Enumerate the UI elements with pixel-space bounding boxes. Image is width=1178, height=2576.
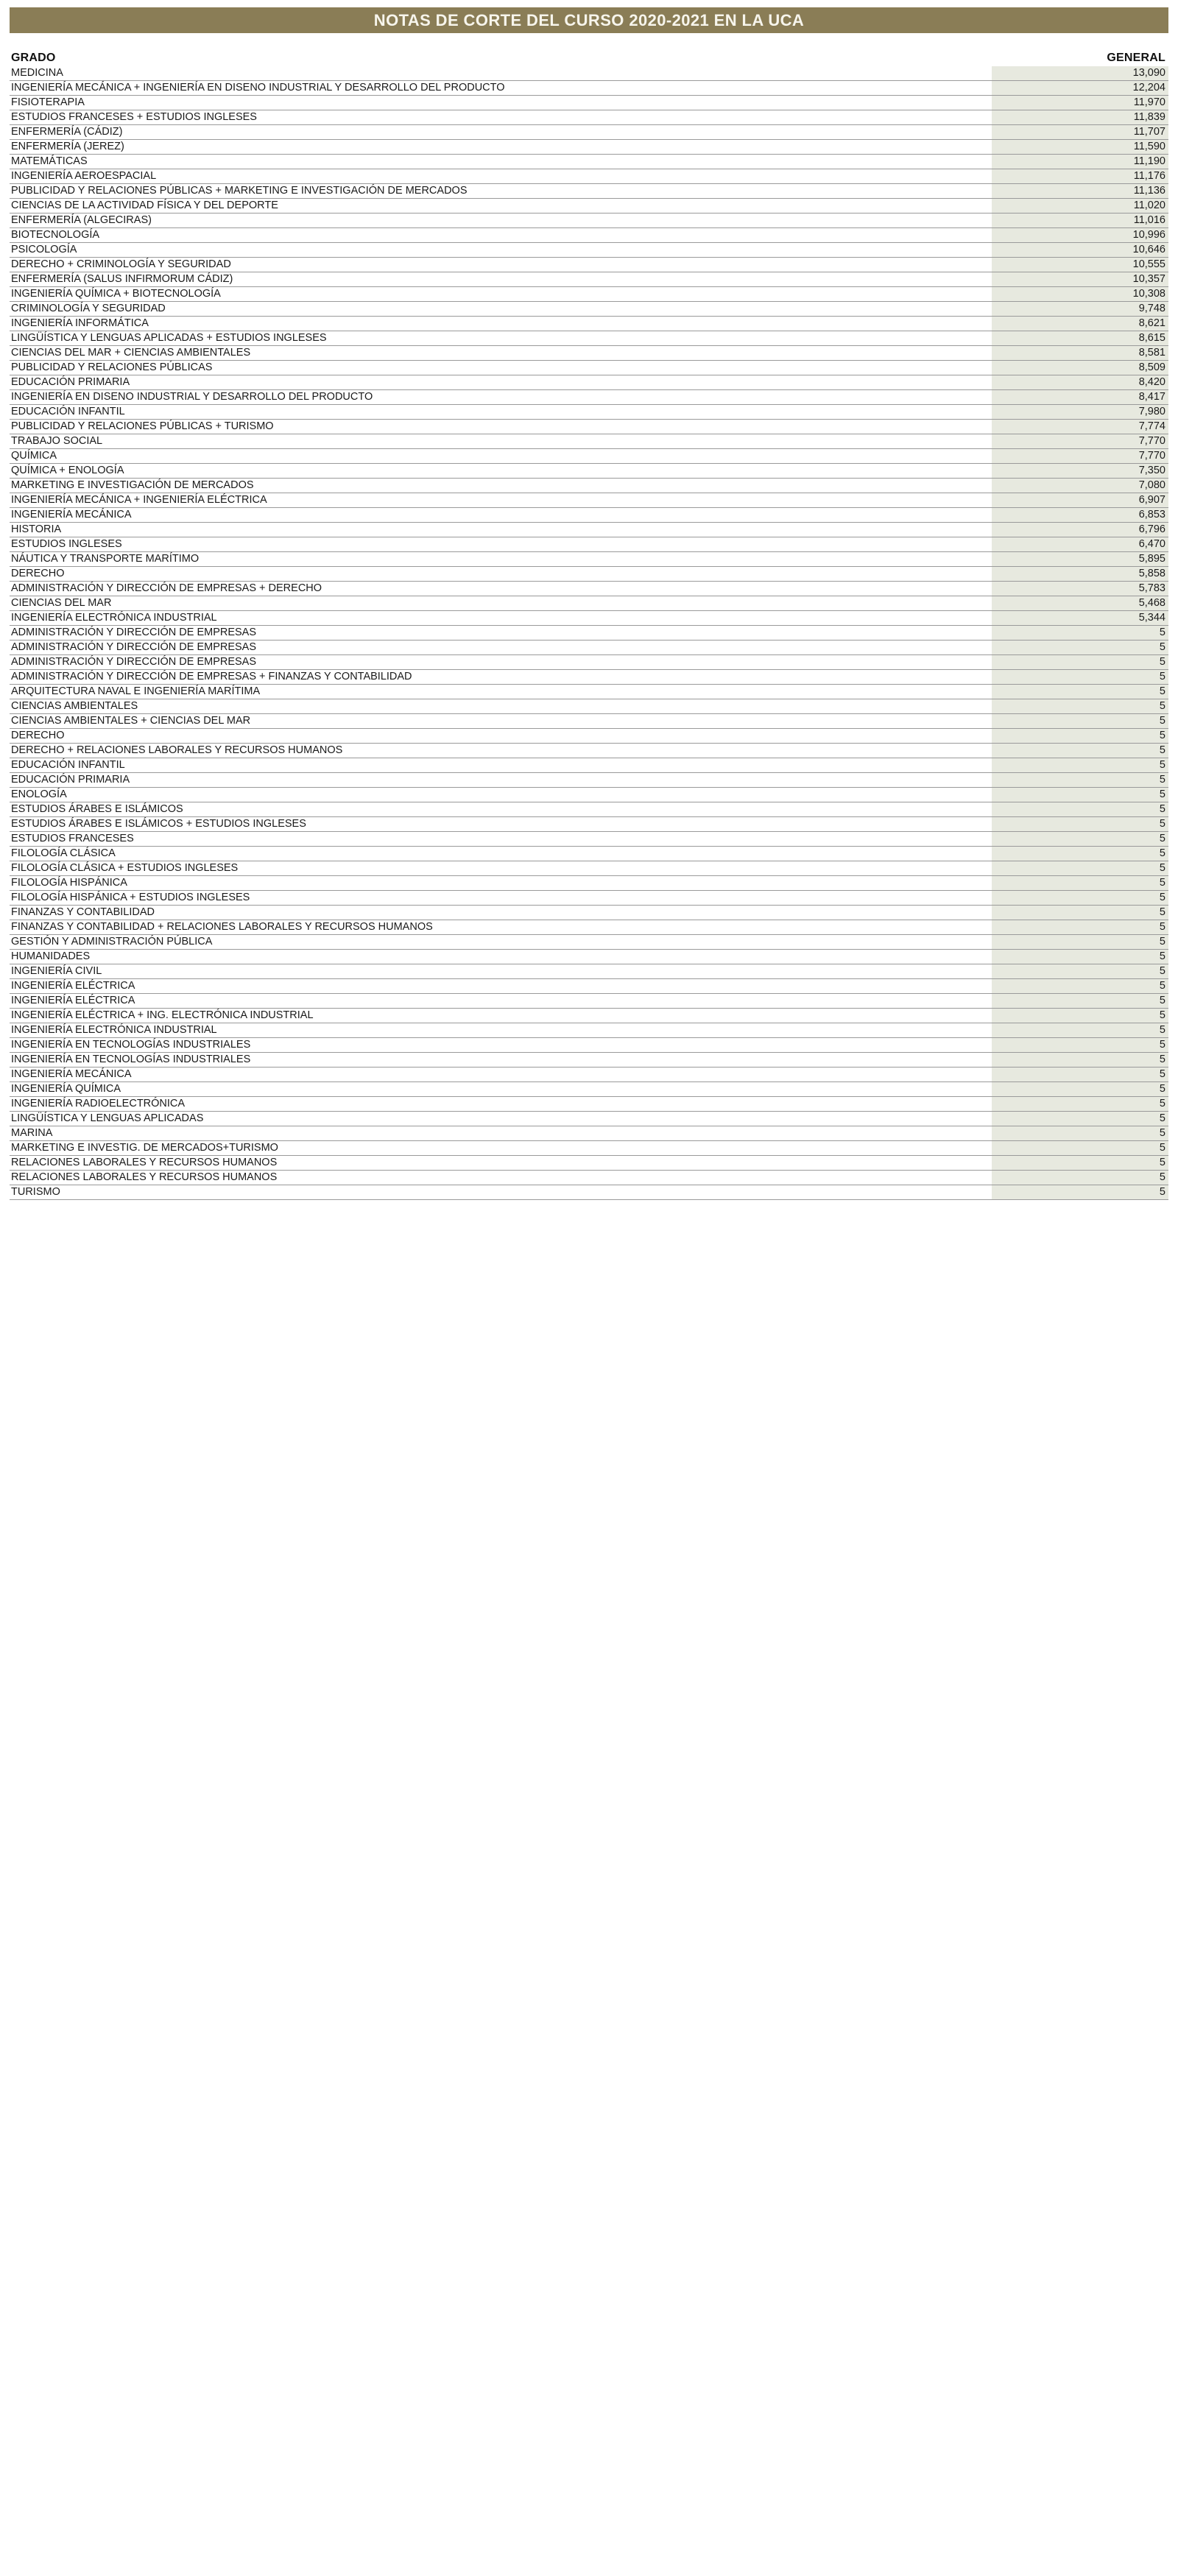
cell-general: 5 bbox=[1159, 1142, 1165, 1154]
cell-general: 5 bbox=[1159, 1186, 1165, 1198]
cell-general: 5 bbox=[1159, 627, 1165, 638]
cell-general: 5 bbox=[1159, 995, 1165, 1006]
table-row bbox=[10, 81, 1168, 96]
cell-general: 5 bbox=[1159, 980, 1165, 992]
table-row bbox=[10, 479, 1168, 493]
table-row bbox=[10, 434, 1168, 449]
cell-general: 5,344 bbox=[1138, 612, 1165, 624]
table-row bbox=[10, 655, 1168, 670]
cell-general: 10,646 bbox=[1132, 244, 1165, 255]
cell-grado: MARINA bbox=[11, 1127, 53, 1139]
cell-general: 5 bbox=[1159, 1171, 1165, 1183]
cell-grado: TRABAJO SOCIAL bbox=[11, 435, 103, 447]
cell-general: 8,509 bbox=[1138, 361, 1165, 373]
cell-general: 5 bbox=[1159, 877, 1165, 889]
table-row bbox=[10, 685, 1168, 699]
table-row bbox=[10, 199, 1168, 214]
cell-general: 5 bbox=[1159, 1083, 1165, 1095]
cell-grado: INGENIERÍA EN TECNOLOGÍAS INDUSTRIALES bbox=[11, 1039, 251, 1051]
cell-grado: FILOLOGÍA CLÁSICA bbox=[11, 847, 116, 859]
table-row bbox=[10, 596, 1168, 611]
cell-grado: ARQUITECTURA NAVAL E INGENIERÍA MARÍTIMA bbox=[11, 685, 261, 697]
cell-general: 5 bbox=[1159, 1112, 1165, 1124]
cell-general: 5 bbox=[1159, 1009, 1165, 1021]
table-row bbox=[10, 508, 1168, 523]
table-row bbox=[10, 523, 1168, 537]
cell-general: 11,016 bbox=[1133, 214, 1165, 226]
cell-general: 5 bbox=[1159, 1157, 1165, 1168]
cell-grado: MARKETING E INVESTIG. DE MERCADOS+TURISMO bbox=[11, 1142, 278, 1154]
cell-grado: RELACIONES LABORALES Y RECURSOS HUMANOS bbox=[11, 1157, 278, 1168]
cell-grado: INGENIERÍA ELÉCTRICA + ING. ELECTRÓNICA INDUSTRIAL bbox=[11, 1009, 314, 1021]
cell-grado: ESTUDIOS ÁRABES E ISLÁMICOS bbox=[11, 803, 183, 815]
table-row bbox=[10, 228, 1168, 243]
page-title: NOTAS DE CORTE DEL CURSO 2020-2021 EN LA UCA bbox=[373, 10, 805, 29]
table-row bbox=[10, 1038, 1168, 1053]
table-row bbox=[10, 214, 1168, 228]
table-row bbox=[10, 1082, 1168, 1097]
table-row bbox=[10, 817, 1168, 832]
cell-general: 11,590 bbox=[1133, 141, 1165, 152]
cell-grado: ADMINISTRACIÓN Y DIRECCIÓN DE EMPRESAS + DERECHO bbox=[11, 582, 322, 594]
cell-general: 5,783 bbox=[1138, 582, 1165, 594]
cell-grado: INGENIERÍA RADIOELECTRÓNICA bbox=[11, 1098, 186, 1109]
cell-general: 8,417 bbox=[1138, 391, 1165, 403]
cell-grado: INGENIERÍA ELECTRÓNICA INDUSTRIAL bbox=[11, 612, 217, 624]
table-row bbox=[10, 611, 1168, 626]
table-row bbox=[10, 876, 1168, 891]
table-row bbox=[10, 390, 1168, 405]
cell-general: 5 bbox=[1159, 803, 1165, 815]
cell-grado: CRIMINOLOGÍA Y SEGURIDAD bbox=[11, 303, 166, 314]
cell-grado: QUÍMICA + ENOLOGÍA bbox=[11, 465, 124, 476]
cell-general: 12,204 bbox=[1132, 82, 1165, 93]
cell-general: 5 bbox=[1159, 656, 1165, 668]
table-row bbox=[10, 184, 1168, 199]
cell-grado: INGENIERÍA QUÍMICA bbox=[11, 1083, 121, 1095]
cell-grado: INGENIERÍA MECÁNICA + INGENIERÍA ELÉCTRICA bbox=[11, 494, 267, 506]
cell-general: 10,357 bbox=[1132, 273, 1165, 285]
cell-grado: MATEMÁTICAS bbox=[11, 155, 88, 167]
cell-general: 10,555 bbox=[1132, 258, 1165, 270]
table-row bbox=[10, 155, 1168, 169]
cell-general: 5 bbox=[1159, 818, 1165, 830]
table-row bbox=[10, 670, 1168, 685]
cell-grado: EDUCACIÓN PRIMARIA bbox=[11, 376, 130, 388]
cell-general: 5 bbox=[1159, 847, 1165, 859]
cell-grado: ENOLOGÍA bbox=[11, 788, 67, 800]
cell-grado: BIOTECNOLOGÍA bbox=[11, 229, 100, 241]
cell-general: 11,839 bbox=[1133, 111, 1165, 123]
table-row bbox=[10, 832, 1168, 847]
cell-grado: ENFERMERÍA (CÁDIZ) bbox=[11, 126, 123, 138]
cell-general: 8,621 bbox=[1138, 317, 1165, 329]
cell-general: 6,907 bbox=[1138, 494, 1165, 506]
table-row bbox=[10, 552, 1168, 567]
cell-grado: LINGÜÍSTICA Y LENGUAS APLICADAS + ESTUDIOS INGLESES bbox=[11, 332, 327, 344]
cell-grado: PUBLICIDAD Y RELACIONES PÚBLICAS + MARKETING E INVESTIGACIÓN DE MERCADOS bbox=[11, 185, 468, 197]
cell-grado: DERECHO + RELACIONES LABORALES Y RECURSOS HUMANOS bbox=[11, 744, 343, 756]
cell-general: 7,774 bbox=[1138, 420, 1165, 432]
cell-general: 5 bbox=[1159, 1054, 1165, 1065]
cell-grado: INGENIERÍA QUÍMICA + BIOTECNOLOGÍA bbox=[11, 288, 221, 300]
cell-grado: EDUCACIÓN INFANTIL bbox=[11, 406, 125, 417]
cell-general: 11,176 bbox=[1133, 170, 1165, 182]
cell-grado: MEDICINA bbox=[11, 67, 63, 79]
cell-general: 5 bbox=[1159, 1068, 1165, 1080]
table-row bbox=[10, 361, 1168, 375]
table-row bbox=[10, 758, 1168, 773]
cell-general: 7,770 bbox=[1138, 450, 1165, 462]
cell-general: 9,748 bbox=[1138, 303, 1165, 314]
cell-general: 11,707 bbox=[1133, 126, 1165, 138]
table-row bbox=[10, 375, 1168, 390]
table-row bbox=[10, 906, 1168, 920]
table-row bbox=[10, 272, 1168, 287]
cell-grado: FILOLOGÍA HISPÁNICA bbox=[11, 877, 127, 889]
cell-general: 6,853 bbox=[1138, 509, 1165, 521]
cell-grado: ENFERMERÍA (JEREZ) bbox=[11, 141, 124, 152]
cell-grado: ENFERMERÍA (SALUS INFIRMORUM CÁDIZ) bbox=[11, 273, 233, 285]
table-row bbox=[10, 537, 1168, 552]
table-body bbox=[10, 66, 1168, 1200]
cell-general: 7,350 bbox=[1138, 465, 1165, 476]
cell-grado: ADMINISTRACIÓN Y DIRECCIÓN DE EMPRESAS bbox=[11, 656, 257, 668]
cell-grado: HUMANIDADES bbox=[11, 950, 91, 962]
cell-grado: ADMINISTRACIÓN Y DIRECCIÓN DE EMPRESAS bbox=[11, 627, 257, 638]
cell-general: 5 bbox=[1159, 892, 1165, 903]
table-row bbox=[10, 714, 1168, 729]
cell-grado: ADMINISTRACIÓN Y DIRECCIÓN DE EMPRESAS bbox=[11, 641, 257, 653]
cell-general: 5 bbox=[1159, 685, 1165, 697]
cell-general: 5 bbox=[1159, 759, 1165, 771]
cell-grado: FILOLOGÍA HISPÁNICA + ESTUDIOS INGLESES bbox=[11, 892, 250, 903]
cell-grado: INGENIERÍA ELÉCTRICA bbox=[11, 995, 135, 1006]
table-row bbox=[10, 66, 1168, 81]
cell-general: 5,858 bbox=[1138, 568, 1165, 579]
table-row bbox=[10, 1053, 1168, 1068]
cell-grado: DERECHO bbox=[11, 568, 65, 579]
table-row bbox=[10, 464, 1168, 479]
table-row bbox=[10, 861, 1168, 876]
cell-grado: INGENIERÍA MECÁNICA bbox=[11, 1068, 132, 1080]
table-row bbox=[10, 935, 1168, 950]
table-row bbox=[10, 567, 1168, 582]
table-row bbox=[10, 169, 1168, 184]
table-row bbox=[10, 331, 1168, 346]
column-header-grado: GRADO bbox=[11, 52, 56, 64]
cell-general: 5 bbox=[1159, 744, 1165, 756]
cell-general: 5 bbox=[1159, 965, 1165, 977]
cell-general: 5 bbox=[1159, 641, 1165, 653]
cell-general: 5 bbox=[1159, 950, 1165, 962]
cell-general: 10,308 bbox=[1132, 288, 1165, 300]
cell-grado: ADMINISTRACIÓN Y DIRECCIÓN DE EMPRESAS + FINANZAS Y CONTABILIDAD bbox=[11, 671, 412, 682]
cell-grado: FINANZAS Y CONTABILIDAD + RELACIONES LABORALES Y RECURSOS HUMANOS bbox=[11, 921, 433, 933]
table-row bbox=[10, 449, 1168, 464]
table-row bbox=[10, 493, 1168, 508]
cell-general: 5 bbox=[1159, 730, 1165, 741]
cell-grado: ESTUDIOS INGLESES bbox=[11, 538, 122, 550]
table-row bbox=[10, 1171, 1168, 1185]
table-row bbox=[10, 243, 1168, 258]
cell-general: 5 bbox=[1159, 1098, 1165, 1109]
cell-grado: CIENCIAS AMBIENTALES + CIENCIAS DEL MAR bbox=[11, 715, 251, 727]
table-row bbox=[10, 729, 1168, 744]
cell-general: 11,020 bbox=[1133, 200, 1165, 211]
cell-grado: DERECHO bbox=[11, 730, 65, 741]
table-row bbox=[10, 582, 1168, 596]
cell-grado: CIENCIAS DEL MAR + CIENCIAS AMBIENTALES bbox=[11, 347, 251, 359]
table-row bbox=[10, 287, 1168, 302]
cell-general: 5 bbox=[1159, 1039, 1165, 1051]
cell-grado: PUBLICIDAD Y RELACIONES PÚBLICAS + TURISMO bbox=[11, 420, 274, 432]
cell-grado: PSICOLOGÍA bbox=[11, 244, 77, 255]
table-row bbox=[10, 979, 1168, 994]
cell-general: 5,895 bbox=[1138, 553, 1165, 565]
table-row bbox=[10, 891, 1168, 906]
cell-grado: ESTUDIOS ÁRABES E ISLÁMICOS + ESTUDIOS INGLESES bbox=[11, 818, 306, 830]
cell-grado: MARKETING E INVESTIGACIÓN DE MERCADOS bbox=[11, 479, 254, 491]
table-row bbox=[10, 110, 1168, 125]
cell-grado: INGENIERÍA ELECTRÓNICA INDUSTRIAL bbox=[11, 1024, 217, 1036]
cell-grado: CIENCIAS DEL MAR bbox=[11, 597, 112, 609]
cell-general: 6,796 bbox=[1138, 523, 1165, 535]
column-header-general: GENERAL bbox=[1107, 52, 1165, 64]
cell-grado: EDUCACIÓN PRIMARIA bbox=[11, 774, 130, 786]
cell-general: 8,581 bbox=[1138, 347, 1165, 359]
cell-general: 5 bbox=[1159, 1024, 1165, 1036]
table-row bbox=[10, 994, 1168, 1009]
cell-general: 10,996 bbox=[1132, 229, 1165, 241]
notas-de-corte-table bbox=[10, 46, 1168, 1200]
cell-grado: EDUCACIÓN INFANTIL bbox=[11, 759, 125, 771]
table-row bbox=[10, 1112, 1168, 1126]
cell-general: 5 bbox=[1159, 1127, 1165, 1139]
table-row bbox=[10, 744, 1168, 758]
table-row bbox=[10, 302, 1168, 317]
table-row bbox=[10, 1009, 1168, 1023]
cell-grado: INGENIERÍA ELÉCTRICA bbox=[11, 980, 135, 992]
cell-grado: HISTORIA bbox=[11, 523, 62, 535]
table-row bbox=[10, 950, 1168, 964]
cell-grado: FISIOTERAPIA bbox=[11, 96, 85, 108]
cell-general: 5 bbox=[1159, 788, 1165, 800]
table-row bbox=[10, 1126, 1168, 1141]
cell-grado: DERECHO + CRIMINOLOGÍA Y SEGURIDAD bbox=[11, 258, 231, 270]
cell-general: 5 bbox=[1159, 671, 1165, 682]
table-row bbox=[10, 420, 1168, 434]
cell-grado: PUBLICIDAD Y RELACIONES PÚBLICAS bbox=[11, 361, 213, 373]
cell-general: 5 bbox=[1159, 833, 1165, 844]
cell-general: 5 bbox=[1159, 862, 1165, 874]
table-row bbox=[10, 920, 1168, 935]
cell-general: 13,090 bbox=[1132, 67, 1165, 79]
table-row bbox=[10, 1097, 1168, 1112]
cell-grado: ESTUDIOS FRANCESES bbox=[11, 833, 134, 844]
table-row bbox=[10, 1141, 1168, 1156]
cell-grado: QUÍMICA bbox=[11, 450, 57, 462]
cell-general: 5 bbox=[1159, 715, 1165, 727]
table-row bbox=[10, 699, 1168, 714]
cell-grado: FILOLOGÍA CLÁSICA + ESTUDIOS INGLESES bbox=[11, 862, 239, 874]
table-row bbox=[10, 847, 1168, 861]
cell-grado: TURISMO bbox=[11, 1186, 60, 1198]
cell-grado: ENFERMERÍA (ALGECIRAS) bbox=[11, 214, 152, 226]
table-row bbox=[10, 317, 1168, 331]
cell-general: 6,470 bbox=[1138, 538, 1165, 550]
cell-grado: INGENIERÍA AEROESPACIAL bbox=[11, 170, 157, 182]
cell-grado: GESTIÓN Y ADMINISTRACIÓN PÚBLICA bbox=[11, 936, 213, 948]
cell-general: 7,080 bbox=[1138, 479, 1165, 491]
table-row bbox=[10, 125, 1168, 140]
cell-general: 5 bbox=[1159, 906, 1165, 918]
table-row bbox=[10, 258, 1168, 272]
cell-grado: INGENIERÍA INFORMÁTICA bbox=[11, 317, 149, 329]
cell-general: 5 bbox=[1159, 936, 1165, 948]
table-row bbox=[10, 1068, 1168, 1082]
cell-grado: ESTUDIOS FRANCESES + ESTUDIOS INGLESES bbox=[11, 111, 257, 123]
cell-general: 8,420 bbox=[1138, 376, 1165, 388]
cell-grado: INGENIERÍA EN DISENO INDUSTRIAL Y DESARROLLO DEL PRODUCTO bbox=[11, 391, 373, 403]
cell-grado: INGENIERÍA MECÁNICA + INGENIERÍA EN DISENO INDUSTRIAL Y DESARROLLO DEL PRODUCTO bbox=[11, 82, 505, 93]
cell-grado: CIENCIAS AMBIENTALES bbox=[11, 700, 138, 712]
cell-grado: CIENCIAS DE LA ACTIVIDAD FÍSICA Y DEL DEPORTE bbox=[11, 200, 278, 211]
cell-grado: INGENIERÍA CIVIL bbox=[11, 965, 102, 977]
cell-grado: INGENIERÍA EN TECNOLOGÍAS INDUSTRIALES bbox=[11, 1054, 251, 1065]
table-row bbox=[10, 1023, 1168, 1038]
cell-grado: NÁUTICA Y TRANSPORTE MARÍTIMO bbox=[11, 553, 200, 565]
cell-general: 5 bbox=[1159, 774, 1165, 786]
title-banner bbox=[10, 7, 1168, 33]
cell-general: 5,468 bbox=[1138, 597, 1165, 609]
table-row bbox=[10, 1185, 1168, 1200]
table-row bbox=[10, 964, 1168, 979]
cell-general: 11,136 bbox=[1133, 185, 1165, 197]
cell-general: 11,970 bbox=[1133, 96, 1165, 108]
cell-general: 5 bbox=[1159, 700, 1165, 712]
table-row bbox=[10, 773, 1168, 788]
table-row bbox=[10, 96, 1168, 110]
table-row bbox=[10, 140, 1168, 155]
cell-grado: RELACIONES LABORALES Y RECURSOS HUMANOS bbox=[11, 1171, 278, 1183]
table-row bbox=[10, 346, 1168, 361]
cell-general: 7,980 bbox=[1138, 406, 1165, 417]
cell-general: 8,615 bbox=[1138, 332, 1165, 344]
table-header-row bbox=[10, 46, 1168, 66]
table-row bbox=[10, 788, 1168, 802]
table-row bbox=[10, 641, 1168, 655]
cell-grado: LINGÜÍSTICA Y LENGUAS APLICADAS bbox=[11, 1112, 204, 1124]
table-row bbox=[10, 405, 1168, 420]
table-row bbox=[10, 802, 1168, 817]
cell-grado: FINANZAS Y CONTABILIDAD bbox=[11, 906, 155, 918]
cell-general: 5 bbox=[1159, 921, 1165, 933]
cell-general: 7,770 bbox=[1138, 435, 1165, 447]
cell-general: 11,190 bbox=[1133, 155, 1165, 167]
cell-grado: INGENIERÍA MECÁNICA bbox=[11, 509, 132, 521]
table-row bbox=[10, 1156, 1168, 1171]
table-row bbox=[10, 626, 1168, 641]
